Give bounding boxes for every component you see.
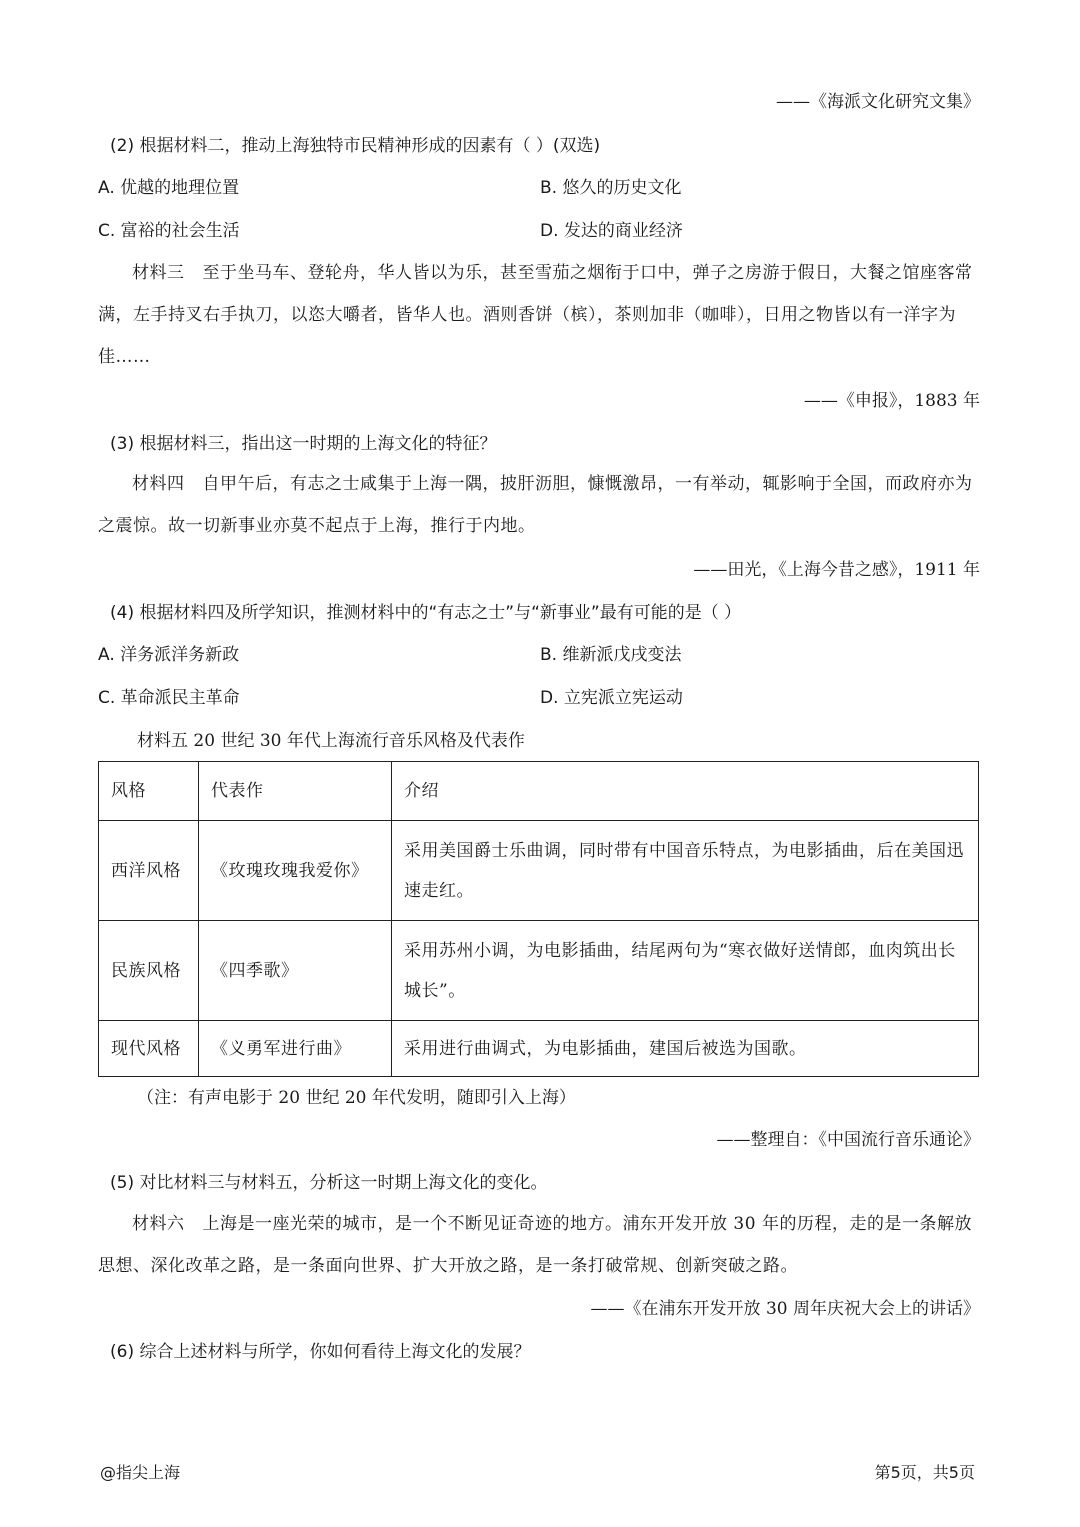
source-material-5: ——整理自：《中国流行音乐通论》	[716, 1130, 980, 1150]
footer-brand: @指尖上海	[100, 1463, 181, 1482]
cell-work: 《玫瑰玫瑰我爱你》	[199, 821, 392, 921]
table-row	[99, 921, 979, 1021]
material-5-caption: 材料五 20 世纪 30 年代上海流行音乐风格及代表作	[137, 731, 525, 751]
material-4-paragraph	[98, 463, 982, 547]
material-6-label: 材料六	[132, 1214, 185, 1234]
header-intro: 介绍	[392, 762, 979, 821]
question-4-option-b[interactable]: B. 维新派戊戌变法	[540, 645, 682, 665]
table-header-row	[99, 762, 979, 821]
cell-work: 《义勇军进行曲》	[199, 1021, 392, 1077]
question-2-option-a[interactable]: A. 优越的地理位置	[98, 178, 240, 198]
source-material-4: ——田光，《上海今昔之感》，1911 年	[693, 560, 980, 580]
material-4-label: 材料四	[132, 474, 185, 494]
source-material-6: ——《在浦东开发开放 30 周年庆祝大会上的讲话》	[590, 1299, 980, 1319]
question-4-option-c[interactable]: C. 革命派民主革命	[98, 688, 240, 708]
question-2-option-b[interactable]: B. 悠久的历史文化	[540, 178, 682, 198]
material-3-paragraph	[98, 252, 982, 378]
question-4-option-d[interactable]: D. 立宪派立宪运动	[540, 688, 683, 708]
cell-intro: 采用美国爵士乐曲调，同时带有中国音乐特点，为电影插曲，后在美国迅速走红。	[392, 821, 979, 921]
question-2-option-c[interactable]: C. 富裕的社会生活	[98, 221, 240, 241]
material-5-note: （注：有声电影于 20 世纪 20 年代发明，随即引入上海）	[137, 1088, 576, 1108]
source-material-2: ——《海派文化研究文集》	[776, 92, 980, 112]
question-4-stem: (4) 根据材料四及所学知识，推测材料中的“有志之士”与“新事业”最有可能的是（ ）	[110, 603, 742, 623]
source-material-3: ——《申报》，1883 年	[803, 391, 980, 411]
cell-style: 民族风格	[99, 921, 199, 1021]
cell-intro: 采用苏州小调，为电影插曲，结尾两句为“寒衣做好送情郎，血肉筑出长城长”。	[392, 921, 979, 1021]
music-styles-table	[98, 761, 979, 1077]
material-6-text: 上海是一座光荣的城市，是一个不断见证奇迹的地方。浦东开发开放 30 年的历程，走的是一条解放思想、深化改革之路，是一条面向世界、扩大开放之路，是一条打破常规、创新突破之路。	[98, 1214, 972, 1276]
cell-style: 现代风格	[99, 1021, 199, 1077]
header-style: 风格	[99, 762, 199, 821]
cell-work: 《四季歌》	[199, 921, 392, 1021]
question-2-option-d[interactable]: D. 发达的商业经济	[540, 221, 683, 241]
question-4-option-a[interactable]: A. 洋务派洋务新政	[98, 645, 240, 665]
material-3-text: 至于坐马车、登轮舟，华人皆以为乐，甚至雪茄之烟衔于口中，弹子之房游于假日，大餐之馆座客常满，左手持叉右手执刀，以恣大嚼者，皆华人也。酒则香饼（槟），茶则加非（咖啡），日用之物皆以有一洋字为佳……	[98, 263, 973, 367]
question-6-stem: (6) 综合上述材料与所学，你如何看待上海文化的发展？	[110, 1342, 531, 1362]
cell-style: 西洋风格	[99, 821, 199, 921]
material-6-paragraph	[98, 1203, 982, 1287]
question-2-stem: (2) 根据材料二，推动上海独特市民精神形成的因素有（ ）(双选)	[110, 136, 601, 156]
question-3-stem: (3) 根据材料三，指出这一时期的上海文化的特征？	[110, 434, 497, 454]
material-4-text: 自甲午后，有志之士咸集于上海一隅，披肝沥胆，慷慨激昂，一有举动，辄影响于全国，而政府亦为之震惊。故一切新事业亦莫不起点于上海，推行于内地。	[98, 474, 973, 536]
footer-page-number: 第5页，共5页	[874, 1463, 975, 1482]
table-row	[99, 1021, 979, 1077]
table-row	[99, 821, 979, 921]
header-work: 代表作	[199, 762, 392, 821]
material-3-label: 材料三	[132, 263, 185, 283]
question-5-stem: (5) 对比材料三与材料五，分析这一时期上海文化的变化。	[110, 1173, 548, 1193]
cell-intro: 采用进行曲调式，为电影插曲，建国后被选为国歌。	[392, 1021, 979, 1077]
